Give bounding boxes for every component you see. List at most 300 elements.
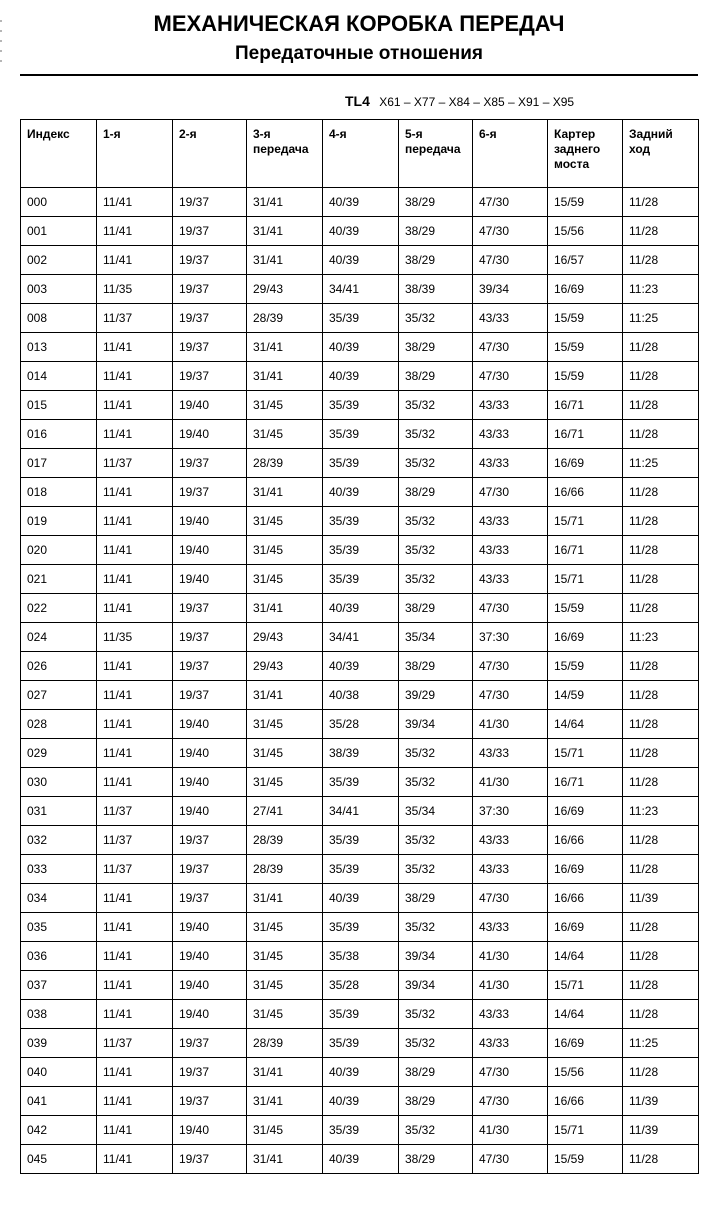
- gear-6-cell: 47/30: [473, 478, 548, 507]
- rear-axle-cell: 16/66: [548, 884, 623, 913]
- reverse-cell: 11/28: [623, 420, 699, 449]
- table-row: [21, 768, 699, 797]
- rear-axle-cell: 16/66: [548, 826, 623, 855]
- reverse-cell: 11:25: [623, 304, 699, 333]
- column-header-gear-4: 4-я: [323, 120, 399, 188]
- gear-6-cell: 47/30: [473, 681, 548, 710]
- table-row: [21, 449, 699, 478]
- gear-1-cell: 11/35: [97, 623, 173, 652]
- table-row: [21, 304, 699, 333]
- gear-1-cell: 11/41: [97, 217, 173, 246]
- gear-1-cell: 11/41: [97, 594, 173, 623]
- index-cell: 016: [21, 420, 97, 449]
- reverse-cell: 11:23: [623, 623, 699, 652]
- table-row: [21, 652, 699, 681]
- gear-6-cell: 47/30: [473, 362, 548, 391]
- gear-1-cell: 11/41: [97, 1058, 173, 1087]
- reverse-cell: 11/28: [623, 942, 699, 971]
- rear-axle-cell: 16/69: [548, 623, 623, 652]
- gear-5-cell: 38/39: [399, 275, 473, 304]
- gear-2-cell: 19/37: [173, 1145, 247, 1174]
- gear-1-cell: 11/41: [97, 768, 173, 797]
- gear-4-cell: 40/39: [323, 188, 399, 217]
- gear-5-cell: 35/34: [399, 623, 473, 652]
- gear-5-cell: 39/34: [399, 971, 473, 1000]
- table-row: [21, 913, 699, 942]
- gear-6-cell: 41/30: [473, 971, 548, 1000]
- gear-2-cell: 19/40: [173, 391, 247, 420]
- gear-2-cell: 19/37: [173, 884, 247, 913]
- table-row: [21, 1058, 699, 1087]
- index-cell: 026: [21, 652, 97, 681]
- gear-5-cell: 35/32: [399, 739, 473, 768]
- index-cell: 003: [21, 275, 97, 304]
- rear-axle-cell: 14/59: [548, 681, 623, 710]
- gear-6-cell: 41/30: [473, 710, 548, 739]
- reverse-cell: 11/28: [623, 333, 699, 362]
- gear-5-cell: 38/29: [399, 1058, 473, 1087]
- reverse-cell: 11/28: [623, 391, 699, 420]
- gear-1-cell: 11/37: [97, 449, 173, 478]
- table-row: [21, 420, 699, 449]
- gear-4-cell: 40/39: [323, 884, 399, 913]
- gear-5-cell: 38/29: [399, 1087, 473, 1116]
- gear-3-cell: 28/39: [247, 304, 323, 333]
- reverse-cell: 11/28: [623, 362, 699, 391]
- table-row: [21, 565, 699, 594]
- gear-3-cell: 31/41: [247, 1145, 323, 1174]
- gear-5-cell: 39/34: [399, 710, 473, 739]
- gear-4-cell: 35/28: [323, 710, 399, 739]
- gear-2-cell: 19/37: [173, 681, 247, 710]
- gear-3-cell: 28/39: [247, 855, 323, 884]
- table-row: [21, 623, 699, 652]
- column-header-reverse: Задний ход: [623, 120, 699, 188]
- gear-2-cell: 19/37: [173, 623, 247, 652]
- gear-1-cell: 11/37: [97, 855, 173, 884]
- gear-4-cell: 34/41: [323, 797, 399, 826]
- gear-5-cell: 38/29: [399, 333, 473, 362]
- gear-1-cell: 11/37: [97, 797, 173, 826]
- gear-3-cell: 31/41: [247, 333, 323, 362]
- title-divider: [20, 74, 698, 76]
- reverse-cell: 11/28: [623, 855, 699, 884]
- rear-axle-cell: 16/69: [548, 797, 623, 826]
- gear-3-cell: 31/41: [247, 1058, 323, 1087]
- gear-5-cell: 38/29: [399, 594, 473, 623]
- index-cell: 021: [21, 565, 97, 594]
- index-cell: 031: [21, 797, 97, 826]
- gear-1-cell: 11/41: [97, 1145, 173, 1174]
- gear-3-cell: 31/41: [247, 884, 323, 913]
- gear-3-cell: 28/39: [247, 826, 323, 855]
- gear-1-cell: 11/41: [97, 246, 173, 275]
- gear-1-cell: 11/41: [97, 391, 173, 420]
- table-row: [21, 1029, 699, 1058]
- gear-5-cell: 35/32: [399, 768, 473, 797]
- rear-axle-cell: 16/69: [548, 275, 623, 304]
- table-row: [21, 855, 699, 884]
- reverse-cell: 11:23: [623, 275, 699, 304]
- index-cell: 039: [21, 1029, 97, 1058]
- gear-3-cell: 28/39: [247, 1029, 323, 1058]
- gear-3-cell: 28/39: [247, 449, 323, 478]
- gear-1-cell: 11/37: [97, 826, 173, 855]
- table-body: [21, 188, 699, 1174]
- reverse-cell: 11/28: [623, 594, 699, 623]
- table-row: [21, 1145, 699, 1174]
- model-variants: X61 – X77 – X84 – X85 – X91 – X95: [379, 95, 575, 109]
- gear-2-cell: 19/37: [173, 594, 247, 623]
- table-row: [21, 1000, 699, 1029]
- gear-3-cell: 31/41: [247, 246, 323, 275]
- gear-2-cell: 19/37: [173, 1058, 247, 1087]
- rear-axle-cell: 15/59: [548, 1145, 623, 1174]
- gear-1-cell: 11/41: [97, 507, 173, 536]
- gear-6-cell: 43/33: [473, 913, 548, 942]
- gear-4-cell: 35/39: [323, 391, 399, 420]
- rear-axle-cell: 15/56: [548, 1058, 623, 1087]
- gear-2-cell: 19/40: [173, 565, 247, 594]
- reverse-cell: 11/28: [623, 1145, 699, 1174]
- model-line: [345, 93, 574, 109]
- index-cell: 033: [21, 855, 97, 884]
- gear-3-cell: 31/41: [247, 594, 323, 623]
- rear-axle-cell: 15/71: [548, 739, 623, 768]
- gear-4-cell: 40/39: [323, 333, 399, 362]
- reverse-cell: 11/28: [623, 217, 699, 246]
- gear-3-cell: 31/45: [247, 507, 323, 536]
- index-cell: 017: [21, 449, 97, 478]
- index-cell: 045: [21, 1145, 97, 1174]
- gear-1-cell: 11/41: [97, 1087, 173, 1116]
- gear-2-cell: 19/37: [173, 304, 247, 333]
- gear-2-cell: 19/37: [173, 1029, 247, 1058]
- index-cell: 032: [21, 826, 97, 855]
- index-cell: 022: [21, 594, 97, 623]
- table-row: [21, 507, 699, 536]
- gear-1-cell: 11/35: [97, 275, 173, 304]
- gear-6-cell: 39/34: [473, 275, 548, 304]
- table-row: [21, 739, 699, 768]
- rear-axle-cell: 16/69: [548, 913, 623, 942]
- gear-3-cell: 31/41: [247, 478, 323, 507]
- gear-5-cell: 35/32: [399, 1116, 473, 1145]
- gear-4-cell: 40/38: [323, 681, 399, 710]
- table-row: [21, 797, 699, 826]
- index-cell: 001: [21, 217, 97, 246]
- column-header-index: Индекс: [21, 120, 97, 188]
- rear-axle-cell: 15/56: [548, 217, 623, 246]
- gear-6-cell: 41/30: [473, 942, 548, 971]
- gear-1-cell: 11/41: [97, 710, 173, 739]
- reverse-cell: 11/28: [623, 739, 699, 768]
- gear-5-cell: 35/34: [399, 797, 473, 826]
- gear-3-cell: 31/45: [247, 942, 323, 971]
- gear-2-cell: 19/37: [173, 826, 247, 855]
- gear-3-cell: 31/45: [247, 565, 323, 594]
- rear-axle-cell: 16/71: [548, 536, 623, 565]
- reverse-cell: 11/28: [623, 710, 699, 739]
- table-header-row: [21, 120, 699, 188]
- table-row: [21, 217, 699, 246]
- reverse-cell: 11/28: [623, 246, 699, 275]
- table-row: [21, 246, 699, 275]
- rear-axle-cell: 16/69: [548, 855, 623, 884]
- reverse-cell: 11/28: [623, 1058, 699, 1087]
- index-cell: 035: [21, 913, 97, 942]
- gear-1-cell: 11/41: [97, 652, 173, 681]
- column-header-gear-5: 5-я передача: [399, 120, 473, 188]
- gear-4-cell: 35/39: [323, 1000, 399, 1029]
- gear-2-cell: 19/40: [173, 507, 247, 536]
- gear-5-cell: 35/32: [399, 855, 473, 884]
- table-row: [21, 362, 699, 391]
- gear-4-cell: 35/28: [323, 971, 399, 1000]
- gear-6-cell: 43/33: [473, 855, 548, 884]
- gear-4-cell: 35/39: [323, 420, 399, 449]
- gear-3-cell: 31/41: [247, 1087, 323, 1116]
- gear-5-cell: 38/29: [399, 1145, 473, 1174]
- gear-6-cell: 37:30: [473, 623, 548, 652]
- index-cell: 029: [21, 739, 97, 768]
- gear-6-cell: 47/30: [473, 1087, 548, 1116]
- column-header-gear-2: 2-я: [173, 120, 247, 188]
- gear-5-cell: 35/32: [399, 304, 473, 333]
- gear-5-cell: 39/34: [399, 942, 473, 971]
- gear-2-cell: 19/37: [173, 449, 247, 478]
- gear-6-cell: 43/33: [473, 391, 548, 420]
- page-title: МЕХАНИЧЕСКАЯ КОРОБКА ПЕРЕДАЧ: [153, 11, 565, 36]
- reverse-cell: 11/28: [623, 768, 699, 797]
- column-header-rear-axle: Картер заднего моста: [548, 120, 623, 188]
- gear-6-cell: 43/33: [473, 449, 548, 478]
- rear-axle-cell: 15/59: [548, 333, 623, 362]
- rear-axle-cell: 15/71: [548, 1116, 623, 1145]
- reverse-cell: 11:25: [623, 1029, 699, 1058]
- gear-6-cell: 47/30: [473, 884, 548, 913]
- gear-6-cell: 43/33: [473, 507, 548, 536]
- gear-5-cell: 35/32: [399, 391, 473, 420]
- gear-6-cell: 43/33: [473, 565, 548, 594]
- gear-2-cell: 19/37: [173, 362, 247, 391]
- gear-2-cell: 19/37: [173, 652, 247, 681]
- gear-5-cell: 35/32: [399, 507, 473, 536]
- table-row: [21, 884, 699, 913]
- gear-1-cell: 11/41: [97, 942, 173, 971]
- gear-1-cell: 11/41: [97, 971, 173, 1000]
- gear-3-cell: 31/45: [247, 739, 323, 768]
- column-header-gear-1: 1-я: [97, 120, 173, 188]
- gear-4-cell: 35/39: [323, 536, 399, 565]
- gear-1-cell: 11/41: [97, 884, 173, 913]
- gear-4-cell: 40/39: [323, 217, 399, 246]
- gear-5-cell: 35/32: [399, 913, 473, 942]
- gear-2-cell: 19/40: [173, 971, 247, 1000]
- reverse-cell: 11/39: [623, 884, 699, 913]
- gear-3-cell: 31/45: [247, 391, 323, 420]
- rear-axle-cell: 14/64: [548, 1000, 623, 1029]
- rear-axle-cell: 15/71: [548, 507, 623, 536]
- gear-6-cell: 41/30: [473, 768, 548, 797]
- rear-axle-cell: 14/64: [548, 710, 623, 739]
- gear-5-cell: 35/32: [399, 536, 473, 565]
- reverse-cell: 11/28: [623, 188, 699, 217]
- gear-3-cell: 31/41: [247, 188, 323, 217]
- rear-axle-cell: 16/69: [548, 449, 623, 478]
- gear-2-cell: 19/40: [173, 420, 247, 449]
- rear-axle-cell: 16/66: [548, 1087, 623, 1116]
- gear-4-cell: 35/39: [323, 913, 399, 942]
- table-row: [21, 188, 699, 217]
- rear-axle-cell: 15/59: [548, 188, 623, 217]
- gear-5-cell: 35/32: [399, 1000, 473, 1029]
- gear-3-cell: 31/41: [247, 681, 323, 710]
- reverse-cell: 11/28: [623, 913, 699, 942]
- gear-3-cell: 31/45: [247, 420, 323, 449]
- gear-1-cell: 11/37: [97, 304, 173, 333]
- gear-4-cell: 34/41: [323, 623, 399, 652]
- gear-6-cell: 43/33: [473, 826, 548, 855]
- gear-1-cell: 11/41: [97, 1000, 173, 1029]
- table-row: [21, 1087, 699, 1116]
- index-cell: 027: [21, 681, 97, 710]
- gear-5-cell: 38/29: [399, 884, 473, 913]
- gear-4-cell: 34/41: [323, 275, 399, 304]
- gear-2-cell: 19/40: [173, 942, 247, 971]
- gear-2-cell: 19/37: [173, 478, 247, 507]
- gear-5-cell: 39/29: [399, 681, 473, 710]
- rear-axle-cell: 16/71: [548, 768, 623, 797]
- reverse-cell: 11/28: [623, 536, 699, 565]
- reverse-cell: 11/28: [623, 652, 699, 681]
- gear-6-cell: 47/30: [473, 652, 548, 681]
- index-cell: 040: [21, 1058, 97, 1087]
- gear-4-cell: 40/39: [323, 594, 399, 623]
- gear-3-cell: 29/43: [247, 275, 323, 304]
- gear-5-cell: 38/29: [399, 188, 473, 217]
- index-cell: 038: [21, 1000, 97, 1029]
- gear-3-cell: 31/45: [247, 913, 323, 942]
- gear-3-cell: 31/45: [247, 971, 323, 1000]
- gear-3-cell: 31/45: [247, 710, 323, 739]
- gear-4-cell: 35/38: [323, 942, 399, 971]
- gear-6-cell: 47/30: [473, 1145, 548, 1174]
- index-cell: 042: [21, 1116, 97, 1145]
- gear-6-cell: 47/30: [473, 246, 548, 275]
- gear-5-cell: 38/29: [399, 217, 473, 246]
- table-row: [21, 826, 699, 855]
- reverse-cell: 11/28: [623, 826, 699, 855]
- gear-5-cell: 35/32: [399, 565, 473, 594]
- gear-1-cell: 11/41: [97, 1116, 173, 1145]
- gear-2-cell: 19/37: [173, 1087, 247, 1116]
- rear-axle-cell: 15/59: [548, 304, 623, 333]
- index-cell: 024: [21, 623, 97, 652]
- gear-6-cell: 43/33: [473, 304, 548, 333]
- rear-axle-cell: 16/71: [548, 420, 623, 449]
- index-cell: 002: [21, 246, 97, 275]
- rear-axle-cell: 15/59: [548, 594, 623, 623]
- table-row: [21, 594, 699, 623]
- gear-1-cell: 11/37: [97, 1029, 173, 1058]
- gear-1-cell: 11/41: [97, 478, 173, 507]
- gear-6-cell: 43/33: [473, 420, 548, 449]
- table-row: [21, 681, 699, 710]
- index-cell: 013: [21, 333, 97, 362]
- gear-4-cell: 40/39: [323, 1087, 399, 1116]
- gear-6-cell: 47/30: [473, 333, 548, 362]
- rear-axle-cell: 15/71: [548, 565, 623, 594]
- index-cell: 030: [21, 768, 97, 797]
- index-cell: 036: [21, 942, 97, 971]
- table-row: [21, 391, 699, 420]
- gear-3-cell: 31/41: [247, 217, 323, 246]
- gear-4-cell: 35/39: [323, 304, 399, 333]
- table-row: [21, 536, 699, 565]
- gear-1-cell: 11/41: [97, 913, 173, 942]
- gear-3-cell: 29/43: [247, 623, 323, 652]
- gear-4-cell: 40/39: [323, 1058, 399, 1087]
- model-code: TL4: [345, 93, 370, 109]
- gear-4-cell: 35/39: [323, 826, 399, 855]
- gear-4-cell: 35/39: [323, 768, 399, 797]
- gear-1-cell: 11/41: [97, 681, 173, 710]
- rear-axle-cell: 15/71: [548, 971, 623, 1000]
- gear-2-cell: 19/40: [173, 1000, 247, 1029]
- gear-4-cell: 38/39: [323, 739, 399, 768]
- reverse-cell: 11/28: [623, 507, 699, 536]
- gear-6-cell: 47/30: [473, 217, 548, 246]
- column-header-gear-3: 3-я передача: [247, 120, 323, 188]
- page-subtitle: Передаточные отношения: [235, 43, 483, 64]
- reverse-cell: 11/28: [623, 971, 699, 1000]
- reverse-cell: 11:23: [623, 797, 699, 826]
- gear-2-cell: 19/40: [173, 536, 247, 565]
- gear-4-cell: 40/39: [323, 246, 399, 275]
- rear-axle-cell: 16/57: [548, 246, 623, 275]
- gear-1-cell: 11/41: [97, 188, 173, 217]
- gear-2-cell: 19/37: [173, 188, 247, 217]
- reverse-cell: 11/28: [623, 478, 699, 507]
- gear-6-cell: 43/33: [473, 536, 548, 565]
- gear-2-cell: 19/37: [173, 333, 247, 362]
- reverse-cell: 11/28: [623, 681, 699, 710]
- column-header-gear-6: 6-я: [473, 120, 548, 188]
- gear-3-cell: 31/45: [247, 1116, 323, 1145]
- gear-4-cell: 40/39: [323, 478, 399, 507]
- gear-1-cell: 11/41: [97, 420, 173, 449]
- gear-5-cell: 35/32: [399, 1029, 473, 1058]
- gear-4-cell: 40/39: [323, 362, 399, 391]
- gear-5-cell: 38/29: [399, 246, 473, 275]
- gear-6-cell: 47/30: [473, 594, 548, 623]
- gear-4-cell: 35/39: [323, 507, 399, 536]
- gear-6-cell: 41/30: [473, 1116, 548, 1145]
- gear-6-cell: 37:30: [473, 797, 548, 826]
- index-cell: 028: [21, 710, 97, 739]
- index-cell: 014: [21, 362, 97, 391]
- gear-5-cell: 38/29: [399, 652, 473, 681]
- reverse-cell: 11/28: [623, 1000, 699, 1029]
- gear-2-cell: 19/40: [173, 913, 247, 942]
- gear-1-cell: 11/41: [97, 362, 173, 391]
- index-cell: 037: [21, 971, 97, 1000]
- table-row: [21, 710, 699, 739]
- gear-4-cell: 35/39: [323, 1029, 399, 1058]
- gear-4-cell: 35/39: [323, 449, 399, 478]
- gear-1-cell: 11/41: [97, 565, 173, 594]
